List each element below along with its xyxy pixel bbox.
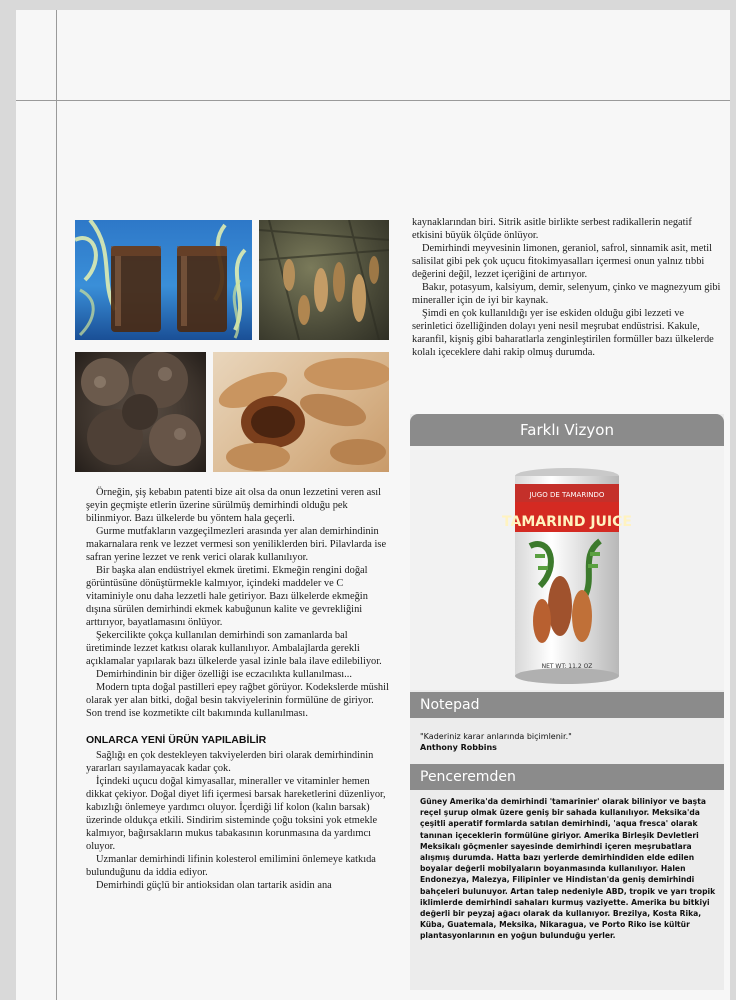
can-bottom-label: NET WT: 11.2 OZ: [541, 663, 593, 670]
paragraph: Uzmanlar demirhindi lifinin kolesterol emilimini önlemeye katkıda bulunduğunu da iddia ediyor.: [86, 854, 376, 878]
photo-dried-tamarind: [75, 352, 206, 472]
tamarind-juice-can-image: [410, 446, 724, 690]
paragraph: Şekercilikte çokça kullanılan demirhindi son zamanlarda bal üretiminde lezzet katkısı olarak kullanılıyor. Ambalajlarda gerekli açıklamalar yapılarak bazı ülkelerde yasal izinle bala ilave edilebiliyor.: [86, 630, 382, 667]
window-section-title: Penceremden: [410, 764, 724, 790]
paragraph: Demirhindi meyvesinin limonen, geraniol, safrol, sinnamik asit, metil salisilat gibi pek çok uçucu fitokimyasalları içermesi onun yalnız tıbbi değerini değil, lezzet içeriğini de artırıyor.: [412, 243, 713, 280]
sidebar-title: Farklı Vizyon: [410, 414, 724, 446]
notepad-quote-block: [420, 731, 720, 753]
notepad-title: Notepad: [410, 692, 724, 718]
paragraph: kaynaklarından biri. Sitrik asitle birlikte serbest radikallerin negatif etkisini büyük ölçüde önlüyor.: [412, 217, 692, 241]
quote-author-name: Anthony Robbins: [420, 743, 497, 752]
quote-text: "Kaderiniz karar anlarında biçimlenir.": [420, 732, 572, 741]
photo-drinks: [75, 220, 252, 340]
photo-tamarind-pods: [213, 352, 389, 472]
window-section-text-block: [420, 796, 720, 942]
section-heading: ONLARCA YENİ ÜRÜN YAPILABİLİR: [86, 734, 267, 746]
paragraph: Örneğin, şiş kebabın patenti bize ait olsa da onun lezzetini veren asıl şeyin geçmişte etlerin üzerine sürülmüş demirhindi olduğu pek bilinmiyor. Bazı ülkelerde bu yöntem hala geçerli.: [86, 487, 382, 524]
margin-line: [56, 10, 57, 1000]
paragraph: Demirhindinin bir diğer özelliği ise eczacılıkta kullanılması...: [96, 669, 352, 680]
window-section-text: Güney Amerika'da demirhindi 'tamarinier' olarak biliniyor ve başta reçel şurup olmak üzere geniş bir sahada kullanılıyor. Meksika'da çeşitli aperatif formlarda satılan demirhindi, 'aqua fresca' olarak tanınan içeceklerin formülüne giriyor. Amerika Birleşik Devletleri Meksikalı göçmenler sayesinde demirhindi içeren meşrubatlara alışmış durumda. Hatta bazı yerlerde demirhindiden elde edilen boyalar değerli mobilyaların boyanmasında kullanılıyor. Halen Endonezya, Malezya, Filipinler ve Hindistan'da geniş demirhindi bahçeleri bulunuyor. Artan talep nedeniyle ABD, tropik ve yarı tropik iklimlerde demirhindi sahaları kurmuş vaziyette. Amerika bu bitkiyi değerli bir peyzaj ağacı olarak da kullanıyor. Brezilya, Kosta Rika, Küba, Guatemala, Meksika, Nikaragua, ve Porto Riko ise kültür plantasyonlarının en yoğun bulunduğu yerler.: [420, 797, 716, 941]
article-right-column: [412, 216, 722, 359]
paragraph: Sağlığı en çok destekleyen takviyelerden biri olarak demirhindinin yararları sayılamayacak kadar çok.: [86, 750, 374, 774]
paragraph: Gurme mutfakların vazgeçilmezleri arasında yer alan demirhindinin makarnalara renk ve lezzet vermesi son yeniliklerden biri. Pilavlarda ise safran yerine lezzet ve renk verici olarak kullanılıyor.: [86, 526, 387, 563]
paragraph: Şimdi en çok kullanıldığı yer ise eskiden olduğu gibi lezzeti ve serinletici özelliğinden dolayı yeni nesil meşrubat endüstrisi. Kakule, karanfil, kişniş gibi baharatlarla zenginleştirilen formüller bazı ülkelerde kolalı içeceklere dahi rakip olmuş durumda.: [412, 308, 714, 358]
quote-author: [420, 742, 720, 753]
paragraph: Demirhindi güçlü bir antioksidan olan tartarik asidin ana: [96, 880, 332, 891]
paragraph: İçindeki uçucu doğal kimyasallar, mineraller ve vitaminler hemen dikkat çekiyor. Doğal diyet lifi içermesi barsak hareketlerini düzenliyor, kabızlığı önlemeye yardımcı oluyor. İçerdiği lif kolon (kalın barsak) üzerinde oldukça etkili. Sindirim sisteminde çoğu toksini yok etmekle kalmıyor, bağırsakların mukus tabakasının korunmasına da yardımcı oluyor.: [86, 776, 386, 852]
paragraph: Bir başka alan endüstriyel ekmek üretimi. Ekmeğin rengini doğal görüntüsüne dönüştürmekle kalmıyor, içindeki maddeler ve C vitaminiyle onu daha lezzetli hale getiriyor. Bazı ülkelerde ekmeğin dışına sürülen demirhindi ekmek kabuğunun kalite ve gevrekliğini arttırıyor, bayatlamasını önlüyor.: [86, 565, 368, 628]
can-top-label: JUGO DE TAMARINDO: [529, 491, 605, 499]
article-left-column: [86, 486, 391, 892]
paragraph: Modern tıpta doğal pastilleri epey rağbet görüyor. Kodekslerde müshil olarak yer alan bitki, doğal besin takviyelerinin formülüne de giriyor. Son trend ise kozmetikte cilt bakımında kullanılması.: [86, 682, 389, 719]
product-image-area: [410, 446, 724, 690]
paragraph: Bakır, potasyum, kalsiyum, demir, selenyum, çinko ve magnezyum gibi mineraller için de iyi bir kaynak.: [412, 282, 721, 306]
can-main-label: TAMARIND JUICE: [502, 514, 632, 530]
photo-tree-pods: [259, 220, 389, 340]
header-line: [16, 100, 730, 101]
